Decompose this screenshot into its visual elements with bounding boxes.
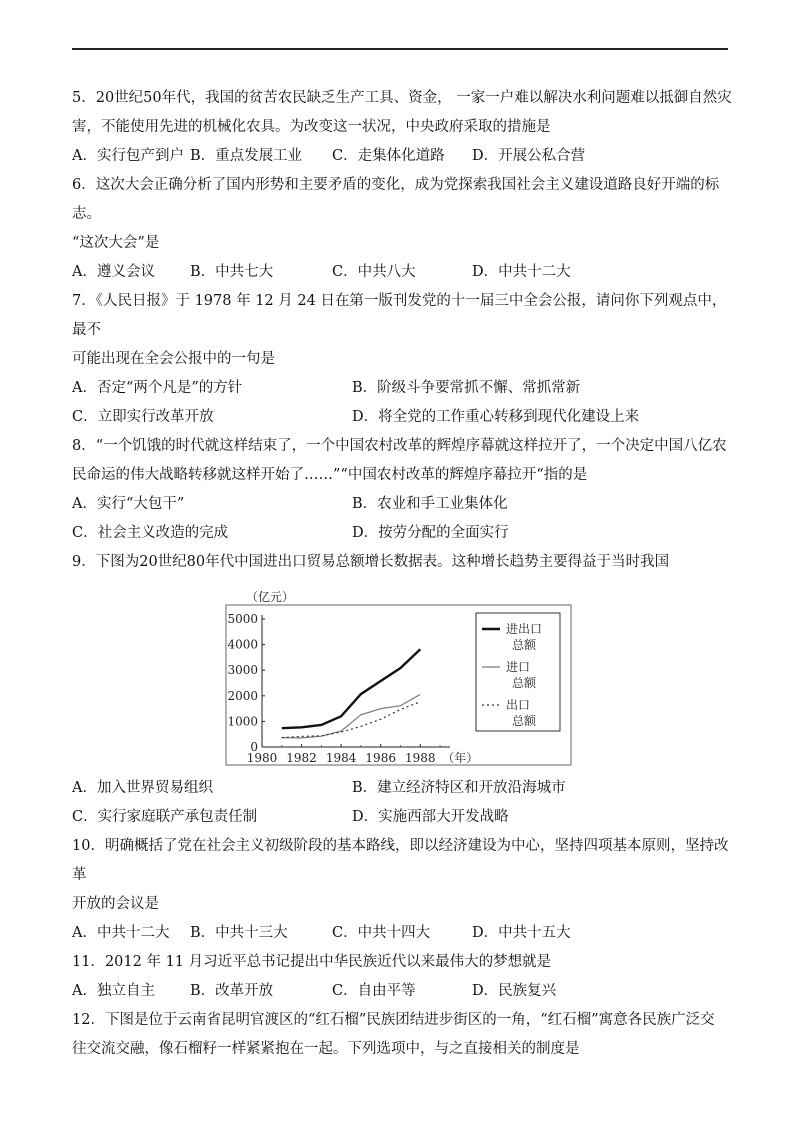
question-12-line-1: 12．下图是位于云南省昆明官渡区的“红石榴”民族团结进步街区的一角，“红石榴”寓意各民族广泛交 [72,1012,715,1028]
question-list [72,84,732,1064]
question-9-options-row-1 [72,774,732,803]
question-5-line-1: 5．20世纪50年代，我国的贫苦农民缺乏生产工具、资金， 一家一户难以解决水利问题难以抵御自然灾 [72,90,732,106]
y-tick-label: 0 [250,740,258,754]
option-a: A．实行包产到户 [72,148,184,164]
question-10-line-1: 10．明确概括了党在社会主义初级阶段的基本路线，即以经济建设为中心，坚持四项基本原则，坚持改革 [72,838,729,883]
question-8-line-1: 8．“一个饥饿的时代就这样结束了，一个中国农村改革的辉煌序幕就这样拉开了，一个决定中国八亿农 [72,438,727,454]
chart-legend [476,613,560,731]
question-7-line-2: 可能出现在全会公报中的一句是 [72,351,275,367]
option-a: A．加入世界贸易组织 [72,780,213,796]
option-b: B．改革开放 [190,983,274,999]
x-tick-label: 1980 [246,751,278,765]
option-a: A．否定“两个凡是”的方针 [72,380,243,396]
legend-label: 进口 [506,660,531,674]
trade-chart-svg [222,585,582,770]
question-10-line-2: 开放的会议是 [72,896,159,912]
question-10-options [72,919,732,948]
option-a: A．实行“大包干” [72,496,185,512]
option-c: C．立即实行改革开放 [72,409,214,425]
question-5-line-2: 害，不能使用先进的机械化农具。为改变这一状况，中央政府采取的措施是 [72,119,551,135]
question-6-line-1: 6．这次大会正确分析了国内形势和主要矛盾的变化，成为党探索我国社会主义建设道路良好开端的标志。 [72,177,720,222]
question-8-line-2: 民命运的伟大战略转移就这样开始了……”“中国农村改革的辉煌序幕拉开“指的是 [72,467,588,483]
option-a: A．独立自主 [72,983,155,999]
option-c: C．社会主义改造的完成 [72,525,229,541]
question-11-options [72,977,732,1006]
x-tick-label: 1984 [325,751,357,765]
chart-series [282,649,421,738]
y-tick-label: 2000 [227,688,258,703]
option-d: D．开展公私合营 [472,148,586,164]
question-7-line-1: 7．《人民日报》于 1978 年 12 月 24 日在第一版刊发党的十一届三中全会公报，请问你下列观点中，最不 [72,293,727,338]
header-rule [72,48,728,50]
option-b: B．中共十三大 [190,925,288,941]
legend-label: 出口 [506,698,531,712]
option-b: B．重点发展工业 [190,148,303,164]
option-b: B．阶级斗争要常抓不懈、常抓常新 [352,380,581,396]
option-d: D．按劳分配的全面实行 [352,525,509,541]
option-d: D．中共十五大 [472,925,571,941]
y-tick-label: 5000 [227,612,258,626]
question-7-options-row-2 [72,403,732,432]
legend-label: 总额 [512,714,537,728]
option-c: C．自由平等 [332,983,416,999]
option-b: B．建立经济特区和开放沿海城市 [352,780,566,796]
series-line-3 [282,702,421,738]
x-tick-label: 1988 [404,751,436,765]
option-c: C．中共八大 [332,264,416,280]
legend-label: 进出口 [506,622,543,636]
y-tick-label: 3000 [227,663,258,678]
question-8-options-row-1 [72,490,732,519]
option-c: C．实行家庭联产承包责任制 [72,809,258,825]
y-tick-label: 4000 [227,637,258,652]
option-d: D．中共十二大 [472,264,571,280]
y-axis-label: （亿元） [246,590,295,604]
series-line-1 [282,649,421,728]
question-12-line-2: 往交流交融，像石榴籽一样紧紧抱在一起。下列选项中，与之直接相关的制度是 [72,1041,580,1057]
option-d: D．民族复兴 [472,983,557,999]
option-c: C．中共十四大 [332,925,431,941]
legend-label: 总额 [512,638,537,652]
question-7-options-row-1 [72,374,732,403]
legend-label: 总额 [512,676,537,690]
question-9-options-row-2 [72,803,732,832]
option-d: D．实施西部大开发战略 [352,809,509,825]
question-8-options-row-2 [72,519,732,548]
x-tick-label: 1982 [286,751,317,765]
option-a: A．遵义会议 [72,264,155,280]
x-tick-label: 1986 [365,751,396,765]
trade-chart [222,585,582,770]
question-6-options [72,258,732,287]
option-b: B．中共七大 [190,264,274,280]
option-d: D．将全党的工作重心转移到现代化建设上来 [352,409,640,425]
question-6-line-2: “这次大会”是 [72,235,160,251]
x-axis-label: （年） [442,751,479,765]
question-9-line-1: 9．下图为20世纪80年代中国进出口贸易总额增长数据表。这种增长趋势主要得益于当时我国 [72,554,670,570]
y-tick-label: 1000 [227,714,258,729]
question-5-options [72,142,732,171]
option-a: A．中共十二大 [72,925,170,941]
chart-axes [227,612,478,765]
question-11-line-1: 11．2012 年 11 月习近平总书记提出中华民族近代以来最伟大的梦想就是 [72,954,552,970]
option-c: C．走集体化道路 [332,148,445,164]
series-line-2 [282,694,421,738]
option-b: B．农业和手工业集体化 [352,496,508,512]
